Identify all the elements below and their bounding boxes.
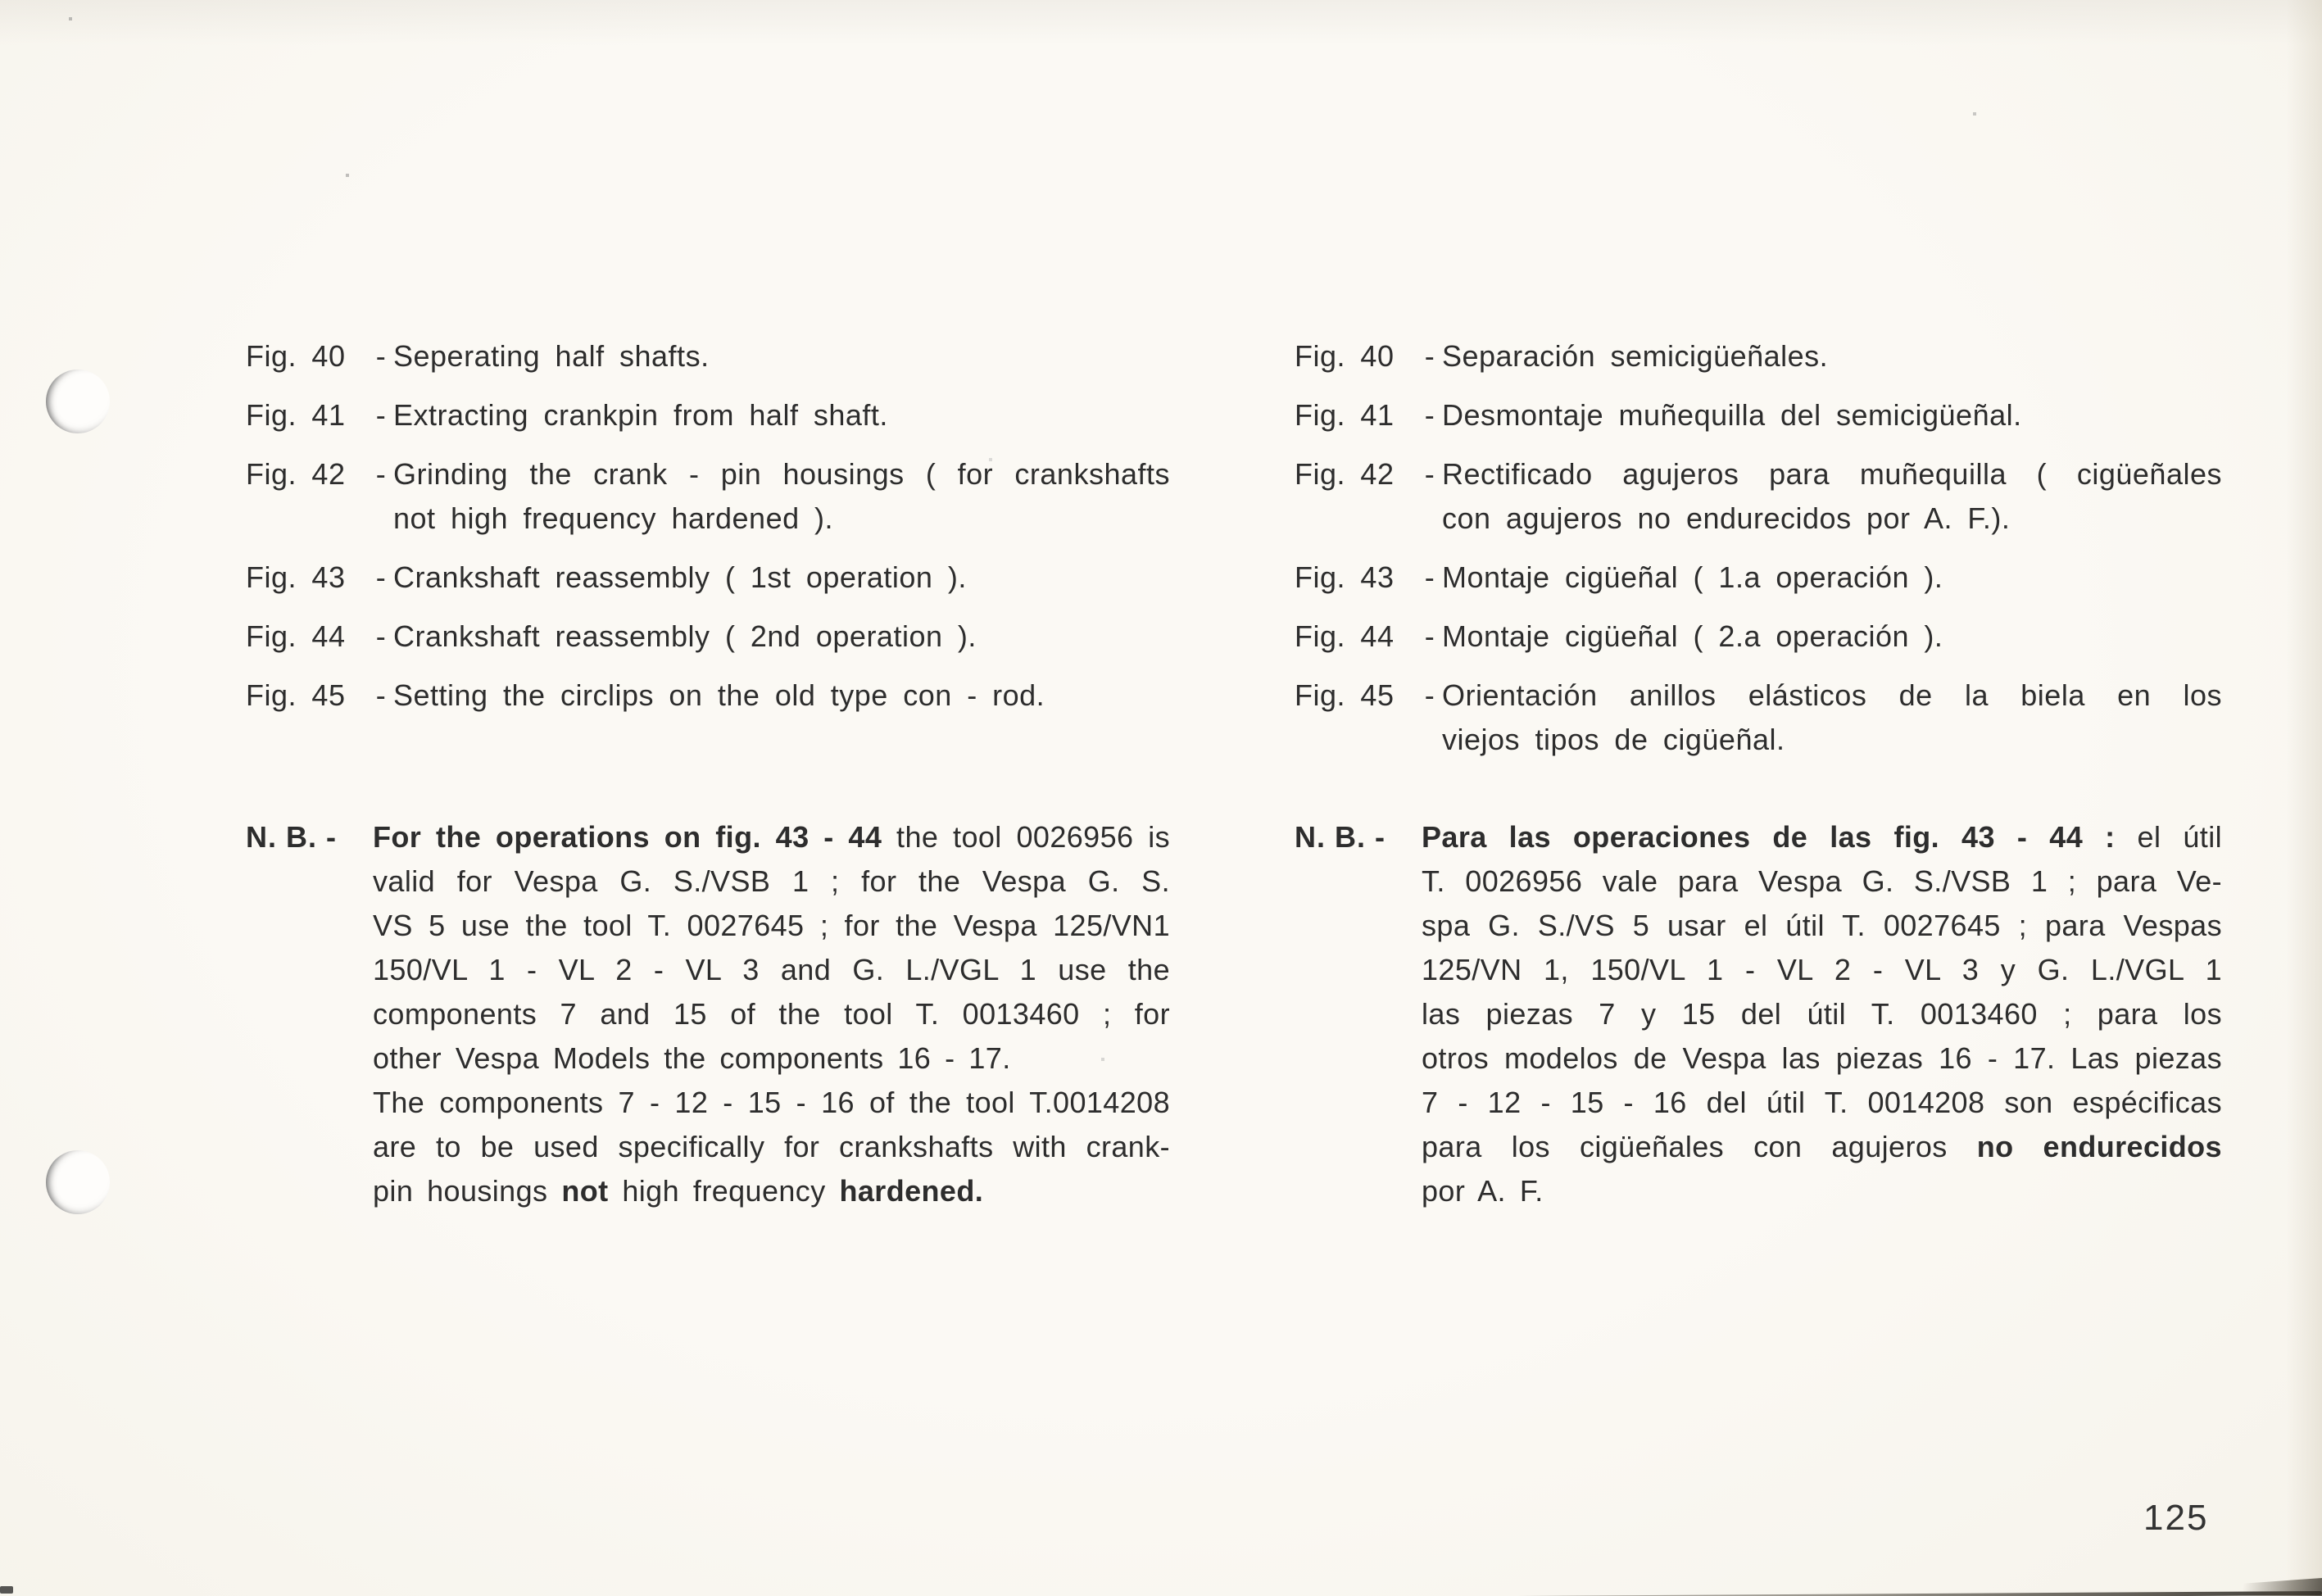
caption-line: Setting the circlips on the old type con - rod. [393,678,1045,712]
dash-separator: - [1424,560,1435,594]
note-line: VS 5 use the tool T. 0027645 ; for the Vespa 125/VN1 [373,909,1170,942]
figure-label: Fig. 45 [1295,678,1395,712]
figure-label: Fig. 42 [1295,457,1395,491]
dash-separator: - [375,560,387,594]
note-line: are to be used specifically for crankshafts with crank- [373,1130,1170,1163]
figure-label: Fig. 45 [246,678,346,712]
dash-separator: - [1424,457,1435,491]
figure-caption-text [1442,555,2222,600]
caption-line: Rectificado agujeros para muñequilla ( cigüeñales [1442,457,2222,491]
note-body [373,815,1170,1213]
caption-line: Montaje cigüeñal ( 1.a operación ). [1442,560,1943,594]
note-line: T. 0026956 vale para Vespa G. S./VSB 1 ; para Ve- [1422,864,2222,898]
note-line: For the operations on fig. 43 - 44 the tool 0026956 is [373,820,1170,854]
figure-caption [1295,614,2222,659]
figure-caption-text [393,673,1170,718]
page-number: 125 [2143,1498,2209,1538]
figure-caption [246,334,1170,379]
note-label: N. B. - [1295,820,1385,854]
figure-caption-text [1442,452,2222,541]
note-line: components 7 and 15 of the tool T. 0013460 ; for [373,997,1170,1031]
figure-label: Fig. 43 [1295,560,1395,594]
caption-line: Montaje cigüeñal ( 2.a operación ). [1442,619,1943,653]
note-line: las piezas 7 y 15 del útil T. 0013460 ; para los [1422,997,2222,1031]
figure-caption-text [1442,393,2222,438]
figure-label: Fig. 41 [246,398,346,432]
column-english [246,334,1170,1213]
figure-caption [1295,555,2222,600]
note-line: para los cigüeñales con agujeros no endurecidos [1422,1130,2222,1163]
note-line: 7 - 12 - 15 - 16 del útil T. 0014208 son espécificas [1422,1086,2222,1119]
scan-corner-artifact [2199,1578,2322,1596]
figure-caption [246,555,1170,600]
note-line: valid for Vespa G. S./VSB 1 ; for the Vespa G. S. [373,864,1170,898]
figure-label: Fig. 44 [1295,619,1395,653]
caption-line: not high frequency hardened ). [393,501,834,535]
dash-separator: - [375,678,387,712]
note-line: por A. F. [1422,1174,1544,1208]
figure-caption-text [393,555,1170,600]
punch-hole-icon [46,370,110,433]
figure-label: Fig. 44 [246,619,346,653]
column-spanish [1295,334,2222,1213]
dash-separator: - [1424,398,1435,432]
dash-separator: - [1424,619,1435,653]
note-spanish [1295,815,2222,1213]
figure-caption-text [393,614,1170,659]
note-line: pin housings not high frequency hardened. [373,1174,984,1208]
dash-separator: - [375,619,387,653]
scan-specks [0,0,2,2]
figure-label: Fig. 40 [246,339,346,373]
figure-caption-text [1442,614,2222,659]
figure-list-english [246,334,1170,815]
note-english [246,815,1170,1213]
caption-line: Crankshaft reassembly ( 2nd operation ). [393,619,977,653]
caption-line: Desmontaje muñequilla del semicigüeñal. [1442,398,2022,432]
figure-caption [1295,673,2222,762]
dash-separator: - [375,457,387,491]
caption-line: con agujeros no endurecidos por A. F.). [1442,501,2011,535]
figure-caption-text [1442,334,2222,379]
figure-label: Fig. 42 [246,457,346,491]
note-label: N. B. - [246,820,337,854]
punch-hole-icon [46,1150,110,1214]
figure-caption [246,673,1170,718]
figure-caption [1295,452,2222,541]
caption-line: Seperating half shafts. [393,339,710,373]
note-line: other Vespa Models the components 16 - 17. [373,1041,1011,1075]
figure-caption [1295,334,2222,379]
figure-caption [246,614,1170,659]
note-line: The components 7 - 12 - 15 - 16 of the tool T.0014208 [373,1086,1170,1119]
scan-edge-artifact [721,1591,2322,1596]
dash-separator: - [375,339,387,373]
figure-label: Fig. 40 [1295,339,1395,373]
caption-line: Extracting crankpin from half shaft. [393,398,888,432]
figure-caption [246,452,1170,541]
note-body [1422,815,2222,1213]
figure-list-spanish [1295,334,2222,815]
note-line: otros modelos de Vespa las piezas 16 - 17. Las piezas [1422,1041,2222,1075]
caption-line: Separación semicigüeñales. [1442,339,1829,373]
note-line: 150/VL 1 - VL 2 - VL 3 and G. L./VGL 1 use the [373,953,1170,986]
figure-caption-text [393,334,1170,379]
caption-line: Crankshaft reassembly ( 1st operation ). [393,560,967,594]
figure-label: Fig. 41 [1295,398,1395,432]
dash-separator: - [375,398,387,432]
figure-caption-text [1442,673,2222,762]
figure-label: Fig. 43 [246,560,346,594]
figure-caption [246,393,1170,438]
caption-line: Orientación anillos elásticos de la biela en los [1442,678,2222,712]
note-line: Para las operaciones de las fig. 43 - 44 : el útil [1422,820,2222,854]
dash-separator: - [1424,678,1435,712]
caption-line: Grinding the crank - pin housings ( for crankshafts [393,457,1170,491]
note-line: 125/VN 1, 150/VL 1 - VL 2 - VL 3 y G. L./VGL 1 [1422,953,2222,986]
figure-caption-text [393,452,1170,541]
dash-separator: - [1424,339,1435,373]
figure-caption [1295,393,2222,438]
scan-speck [0,1586,13,1594]
caption-line: viejos tipos de cigüeñal. [1442,723,1785,756]
figure-caption-text [393,393,1170,438]
note-line: spa G. S./VS 5 usar el útil T. 0027645 ; para Vespas [1422,909,2222,942]
